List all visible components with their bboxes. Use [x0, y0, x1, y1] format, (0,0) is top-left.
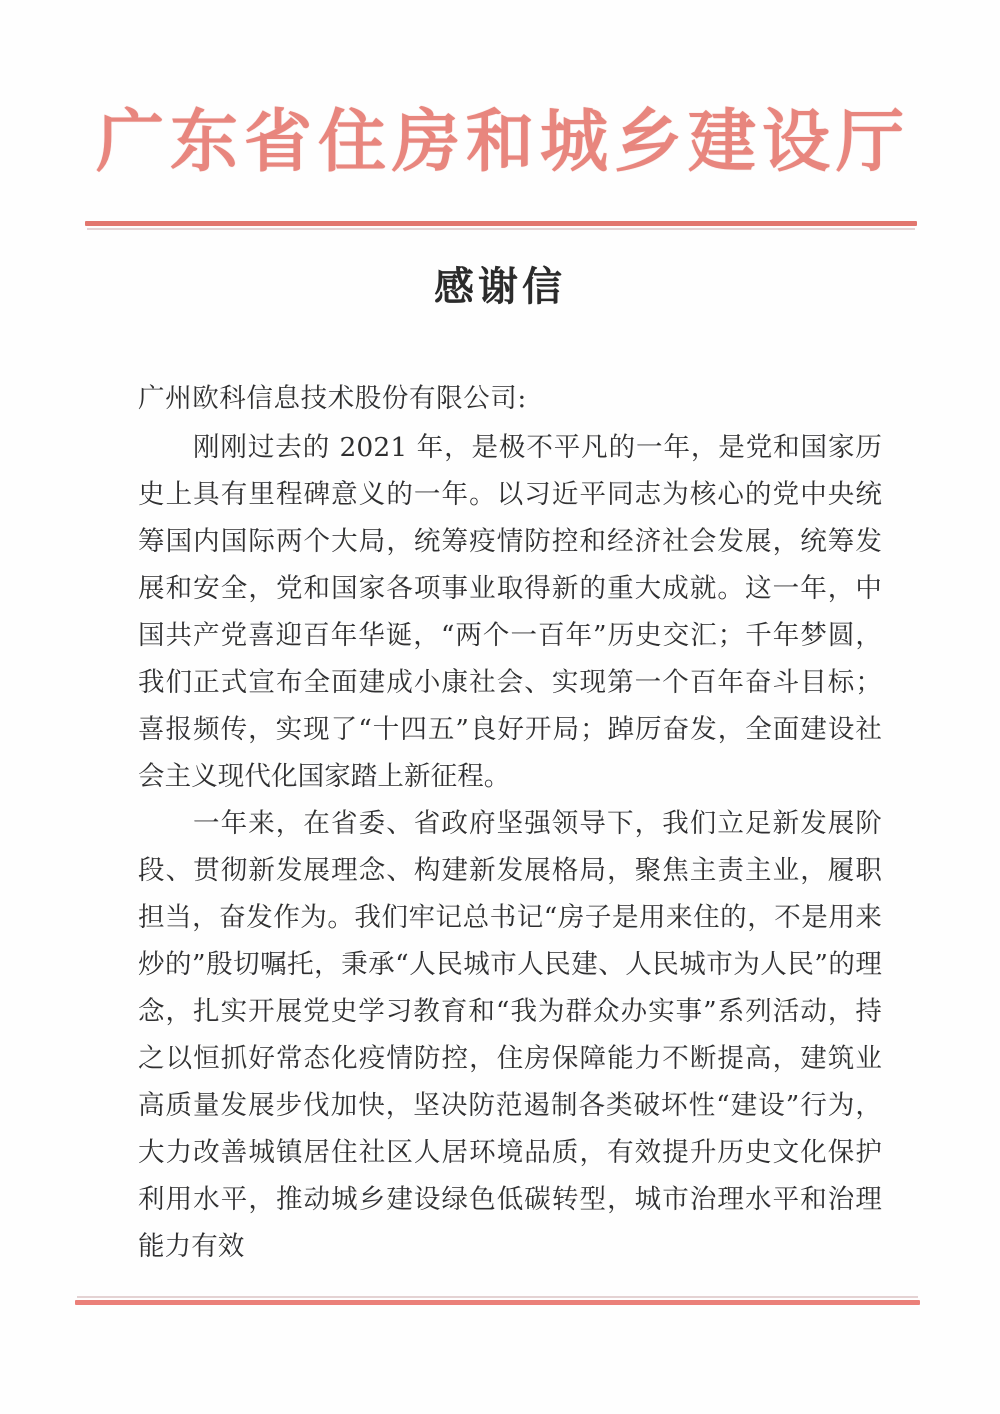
page-footer-area [0, 1310, 1000, 1414]
body-paragraph-1: 刚刚过去的 2021 年，是极不平凡的一年，是党和国家历史上具有里程碑意义的一年。以习近平同志为核心的党中央统筹国内国际两个大局，统筹疫情防控和经济社会发展，统筹发展和安全，党和国家各项事业取得新的重大成就。这一年，中国共产党喜迎百年华诞，“两个一百年”历史交汇；千年梦圆，我们正式宣布全面建成小康社会、实现第一个百年奋斗目标；喜报频传，实现了“十四五”良好开局；踔厉奋发，全面建设社会主义现代化国家踏上新征程。 [138, 432, 882, 792]
letterhead-divider [85, 221, 917, 230]
letterhead [0, 104, 1000, 180]
body-paragraph-2: 一年来，在省委、省政府坚强领导下，我们立足新发展阶段、贯彻新发展理念、构建新发展格局，聚焦主责主业，履职担当，奋发作为。我们牢记总书记“房子是用来住的，不是用来炒的”殷切嘱托，秉承“人民城市人民建、人民城市为人民”的理念，扎实开展党史学习教育和“我为群众办实事”系列活动，持之以恒抓好常态化疫情防控，住房保障能力不断提高，建筑业高质量发展步伐加快，坚决防范遏制各类破坏性“建设”行为，大力改善城镇居住社区人居环境品质，有效提升历史文化保护利用水平，推动城乡建设绿色低碳转型，城市治理水平和治理能力有效 [138, 808, 882, 1262]
footer-divider [75, 1296, 920, 1305]
footer-divider-thick-line [75, 1300, 920, 1305]
salutation-line: 广州欧科信息技术股份有限公司: [138, 383, 527, 414]
issuing-organization-title: 广东省住房和城乡建设厅 [95, 102, 910, 182]
document-body [138, 375, 882, 1270]
letterhead-divider-thick-line [85, 221, 917, 226]
letterhead-divider-thin-line [87, 228, 915, 230]
document-title: 感谢信 [434, 263, 566, 310]
footer-divider-thin-line [77, 1296, 918, 1298]
